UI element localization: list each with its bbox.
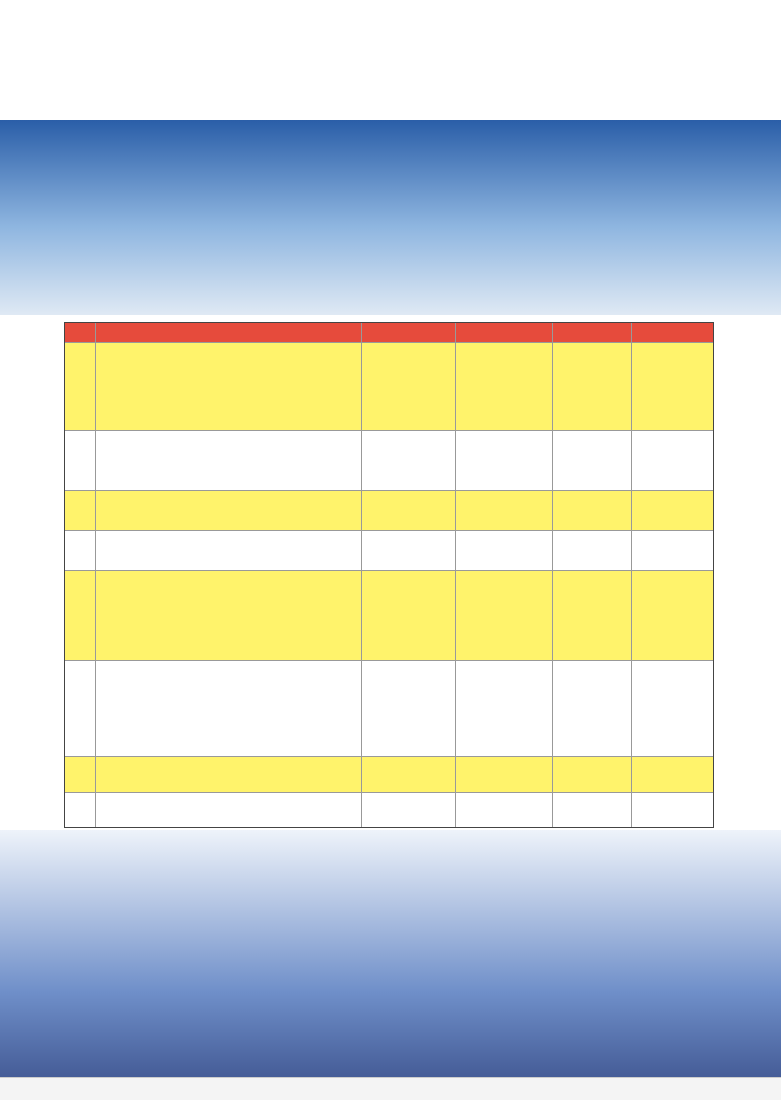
table-row xyxy=(65,571,713,661)
itinerary-table xyxy=(64,322,714,828)
table-col-divider xyxy=(631,323,632,827)
table-row xyxy=(65,531,713,571)
hero-banner xyxy=(0,120,781,315)
header-band xyxy=(0,0,781,120)
notes-and-contacts-band xyxy=(0,830,781,1100)
table-row xyxy=(65,661,713,757)
table-row xyxy=(65,431,713,491)
table-col-divider xyxy=(95,323,96,827)
page-footer xyxy=(0,1077,781,1100)
table-col-divider xyxy=(552,323,553,827)
table-row xyxy=(65,343,713,431)
table-row xyxy=(65,793,713,829)
table-row xyxy=(65,757,713,793)
table-header-row xyxy=(65,323,713,343)
table-row xyxy=(65,491,713,531)
table-col-divider xyxy=(361,323,362,827)
table-col-divider xyxy=(455,323,456,827)
